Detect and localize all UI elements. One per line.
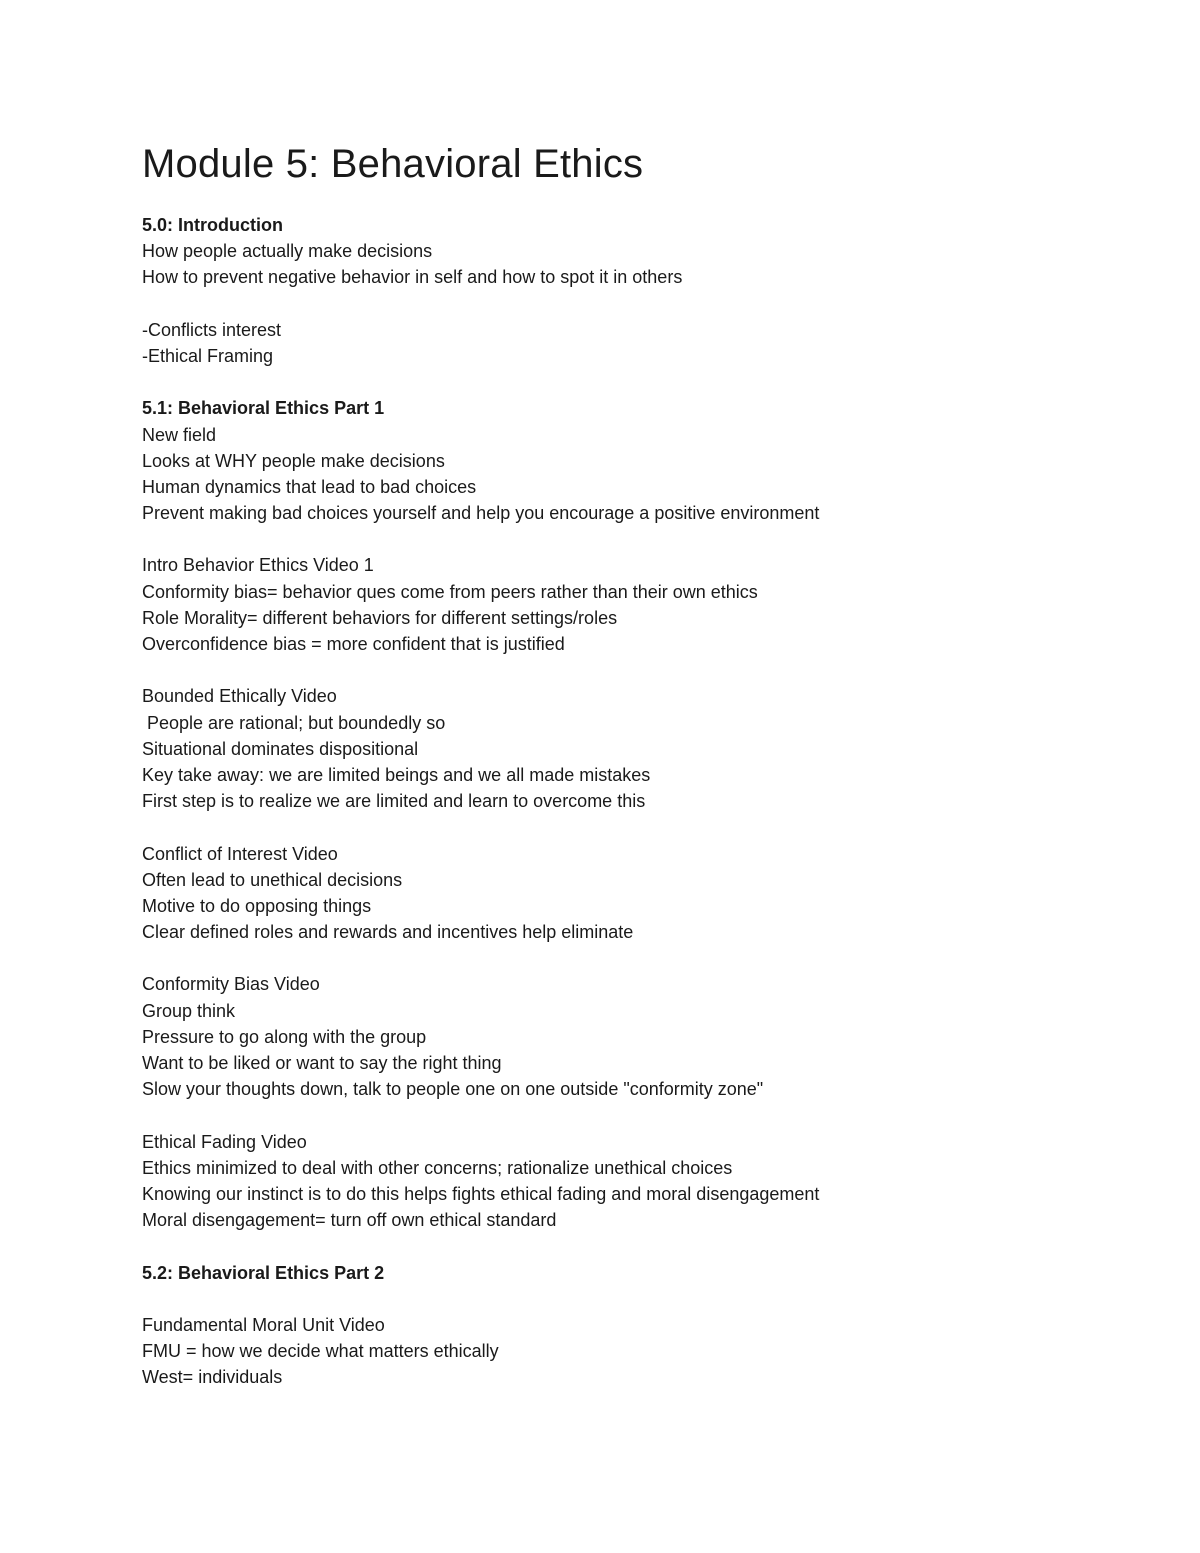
document-title: Module 5: Behavioral Ethics — [142, 142, 644, 186]
text-line: West= individuals — [142, 1367, 283, 1388]
section-heading: 5.2: Behavioral Ethics Part 2 — [142, 1262, 385, 1283]
text-line: -Conflicts interest — [142, 319, 282, 340]
text-line: Human dynamics that lead to bad choices — [142, 476, 477, 497]
section-heading: 5.1: Behavioral Ethics Part 1 — [142, 398, 385, 419]
section-spacer — [142, 369, 1102, 395]
text-line: Prevent making bad choices yourself and help you encourage a positive environment — [142, 503, 820, 524]
text-line: Conflict of Interest Video — [142, 843, 338, 864]
paragraph-spacer — [142, 526, 1102, 552]
section-heading: 5.0: Introduction — [142, 215, 283, 235]
text-line: -Ethical Framing — [142, 345, 274, 366]
text-line: Role Morality= different behaviors for different settings/roles — [142, 607, 618, 628]
paragraph-spacer — [142, 814, 1102, 840]
document-body — [142, 212, 1102, 1390]
text-line: Often lead to unethical decisions — [142, 869, 403, 890]
text-line: Motive to do opposing things — [142, 895, 372, 916]
text-line: How to prevent negative behavior in self and how to spot it in others — [142, 267, 683, 288]
text-line: Looks at WHY people make decisions — [142, 450, 445, 471]
text-line: Ethical Fading Video — [142, 1131, 307, 1152]
text-line: Bounded Ethically Video — [142, 686, 337, 707]
text-line: Knowing our instinct is to do this helps fights ethical fading and moral disengagement — [142, 1183, 820, 1204]
text-line: People are rational; but boundedly so — [142, 712, 446, 733]
text-line: Ethics minimized to deal with other concerns; rationalize unethical choices — [142, 1157, 733, 1178]
text-line: New field — [142, 424, 217, 445]
section-spacer — [142, 1233, 1102, 1259]
text-line: FMU = how we decide what matters ethically — [142, 1341, 499, 1362]
document-page — [142, 138, 1102, 1390]
text-line: Group think — [142, 1000, 236, 1021]
text-line: Key take away: we are limited beings and we all made mistakes — [142, 764, 651, 785]
paragraph-spacer — [142, 1102, 1102, 1128]
text-line: How people actually make decisions — [142, 241, 433, 262]
paragraph-spacer — [142, 945, 1102, 971]
text-line: Fundamental Moral Unit Video — [142, 1314, 385, 1335]
paragraph-spacer — [142, 657, 1102, 683]
text-line: Intro Behavior Ethics Video 1 — [142, 555, 374, 576]
text-line: Overconfidence bias = more confident that is justified — [142, 634, 565, 654]
text-line: Want to be liked or want to say the right thing — [142, 1053, 502, 1073]
text-line: Conformity bias= behavior ques come from peers rather than their own ethics — [142, 581, 758, 602]
text-line: Pressure to go along with the group — [142, 1026, 427, 1047]
text-line: Conformity Bias Video — [142, 974, 320, 995]
text-line: Clear defined roles and rewards and incentives help eliminate — [142, 922, 634, 943]
text-line: Moral disengagement= turn off own ethical standard — [142, 1210, 557, 1231]
text-line: Situational dominates dispositional — [142, 738, 419, 759]
paragraph-spacer — [142, 291, 1102, 317]
text-line: First step is to realize we are limited and learn to overcome this — [142, 791, 646, 812]
text-line: Slow your thoughts down, talk to people one on one outside "conformity zone" — [142, 1079, 764, 1100]
paragraph-spacer — [142, 1286, 1102, 1312]
